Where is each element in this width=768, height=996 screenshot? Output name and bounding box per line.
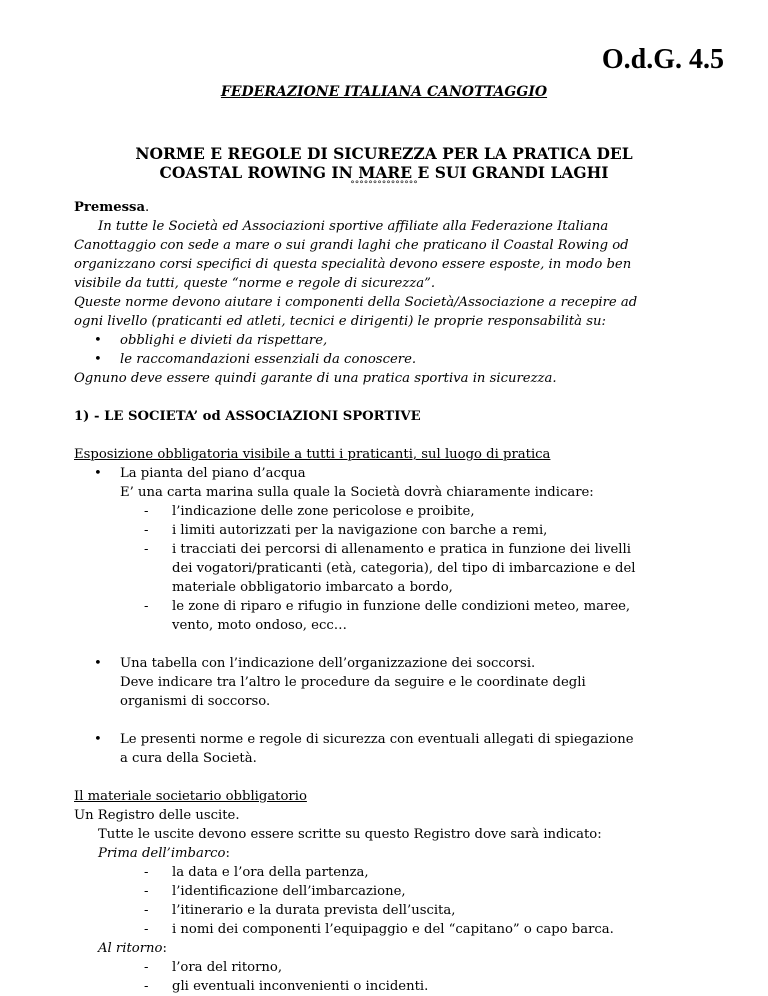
exposure-item: • La pianta del piano d’acqua [94,466,306,481]
exposure-heading: Esposizione obbligatoria visibile a tutti i praticanti, sul luogo di pratica [74,447,551,462]
exposure-item: • Le presenti norme e regole di sicurezza con eventuali allegati di spiegazione [94,732,634,747]
exposure-item-text: E’ una carta marina sulla quale la Società dovrà chiaramente indicare: [120,485,594,500]
bullet-marker: • [94,656,102,671]
premessa-line: Queste norme devono aiutare i componenti della Società/Associazione a recepire ad [74,295,638,310]
premessa-line: organizzano corsi specifici di questa specialità devono essere esposte, in modo ben [74,257,632,272]
exposure-item-text: a cura della Società. [120,751,257,766]
dash-item: - l’ora del ritorno, [144,960,283,975]
premessa-bullet: • le raccomandazioni essenziali da conoscere. [94,352,417,367]
dash-item-cont: materiale obbligatorio imbarcato a bordo, [172,580,453,595]
exposure-item: • Una tabella con l’indicazione dell’organizzazione dei soccorsi. [94,656,536,671]
premessa-bullet: • obblighi e divieti da rispettare, [94,333,328,348]
premessa-closing: Ognuno deve essere quindi garante di una pratica sportiva in sicurezza. [74,371,557,386]
document-number: O.d.G. 4.5 [601,44,724,75]
dash-item: - gli eventuali inconvenienti o incidenti. [144,979,429,994]
dash-item-cont: dei vogatori/praticanti (età, categoria), del tipo di imbarcazione e del [172,561,636,576]
dash-item: - le zone di riparo e rifugio in funzione delle condizioni meteo, maree, [144,599,631,614]
premessa-line: visibile da tutti, queste “norme e regole di sicurezza”. [74,276,436,291]
document-title [0,144,768,182]
section-heading: 1) - LE SOCIETA’ od ASSOCIAZIONI SPORTIVE [74,409,421,424]
dash-item: - la data e l’ora della partenza, [144,865,369,880]
title-line: COASTAL ROWING IN MARE E SUI GRANDI LAGHI [159,163,609,182]
title-separator: °°°°°°°°°°°°°°° [350,180,418,190]
register-title: Un Registro delle uscite. [74,808,240,823]
bullet-marker: • [94,333,102,348]
federation-name: FEDERAZIONE ITALIANA CANOTTAGGIO [220,84,548,100]
register-text: Tutte le uscite devono essere scritte su questo Registro dove sarà indicato: [98,827,602,842]
material-heading: Il materiale societario obbligatorio [74,789,307,804]
exposure-item-text: organismi di soccorso. [120,694,271,709]
before-label: Prima dell’imbarco: [98,846,230,861]
return-label: Al ritorno: [98,941,167,956]
bullet-marker: • [94,466,102,481]
dash-item: - l’identificazione dell’imbarcazione, [144,884,406,899]
bullet-marker: • [94,352,102,367]
bullet-marker: • [94,732,102,747]
premessa-heading: Premessa. [74,200,150,215]
dash-item-cont: vento, moto ondoso, ecc… [172,618,347,633]
dash-item: - l’indicazione delle zone pericolose e proibite, [144,504,475,519]
dash-item: - l’itinerario e la durata prevista dell’uscita, [144,903,456,918]
document-body [74,198,734,996]
dash-item: - i tracciati dei percorsi di allenamento e pratica in funzione dei livelli [144,542,631,557]
title-line: NORME E REGOLE DI SICUREZZA PER LA PRATICA DEL [135,144,633,163]
premessa-line: In tutte le Società ed Associazioni sportive affiliate alla Federazione Italiana [98,219,609,234]
exposure-item-text: Deve indicare tra l’altro le procedure da seguire e le coordinate degli [120,675,586,690]
premessa-line: ogni livello (praticanti ed atleti, tecnici e dirigenti) le proprie responsabilità su: [74,314,606,329]
dash-item: - i nomi dei componenti l’equipaggio e del “capitano” o capo barca. [144,922,614,937]
premessa-line: Canottaggio con sede a mare o sui grandi laghi che praticano il Coastal Rowing od [74,238,629,253]
dash-item: - i limiti autorizzati per la navigazione con barche a remi, [144,523,548,538]
